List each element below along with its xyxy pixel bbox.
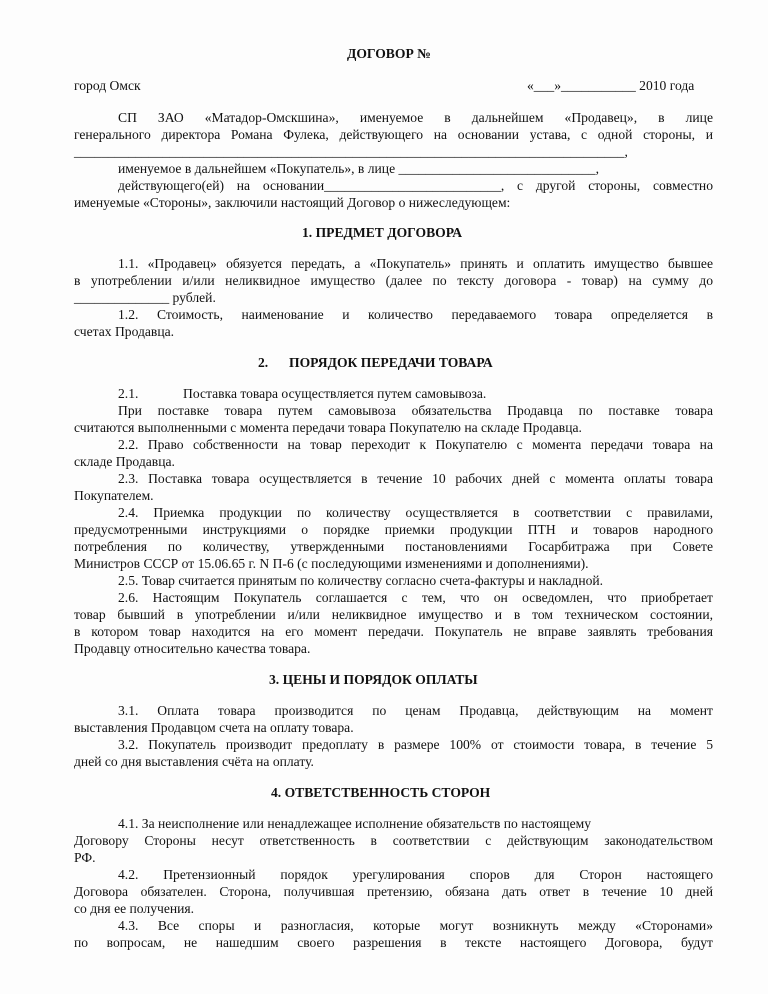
section-2-line: 2.5. Товар считается принятым по количеству согласно счета-фактуры и накладной. [118,573,604,588]
section-2-line: Покупателем. [74,488,154,503]
section-4-line: 4.1. За неисполнение или ненадлежащее исполнение обязательств по настоящему [118,816,592,831]
clause-2-1-number: 2.1. [118,386,139,401]
section-1-title: 1. ПРЕДМЕТ ДОГОВОРА [302,225,463,240]
section-2-line: При поставке товара путем самовывоза обязательства Продавца по поставке товара [118,403,713,418]
document-title: ДОГОВОР № [347,46,431,61]
section-1-line: ______________ рублей. [74,290,216,305]
section-1-line: 1.1. «Продавец» обязуется передать, а «Покупатель» принять и оплатить имущество бывшее [118,256,713,271]
section-2-line: в котором товар находится на его момент передачи. Покупатель не вправе заявлять требования [74,624,713,639]
section-4-line: РФ. [74,850,96,865]
section-2-line: товар бывший в употреблении и/или неликвидное имущество и в том техническом состоянии, [74,607,713,622]
section-4-line: Договору Стороны несут ответственность в соответствии с действующим законодательством [74,833,713,848]
section-4-line: 4.3. Все споры и разногласия, которые могут возникнуть между «Сторонами» [118,918,713,933]
intro-line: именуемые «Стороны», заключили настоящий Договор о нижеследующем: [74,195,511,210]
intro-line: действующего(ей) на основании__________________________, с другой стороны, совместно [118,178,713,193]
intro-line: именуемое в дальнейшем «Покупатель», в лице _____________________________, [118,161,600,176]
section-3-line: 3.1. Оплата товара производится по ценам Продавца, действующим на момент [118,703,713,718]
section-2-line: складе Продавца. [74,454,175,469]
section-2-line: Министров СССР от 15.06.65 г. N П-6 (с последующими изменениями и дополнениями). [74,556,589,571]
clause-2-1-text: Поставка товара осуществляется путем самовывоза. [183,386,487,401]
section-3-line: дней со дня выставления счёта на оплату. [74,754,314,769]
section-2-title: ПОРЯДОК ПЕРЕДАЧИ ТОВАРА [289,355,493,370]
section-2-line: считаются выполненными с момента передачи товара Покупателю на складе Продавца. [74,420,582,435]
section-1-line: 1.2. Стоимость, наименование и количество передаваемого товара определяется в [118,307,713,322]
section-2-line: Продавцу относительно качества товара. [74,641,311,656]
intro-line: генерального директора Романа Фулека, действующего на основании устава, с одной стороны, и [74,127,713,142]
section-4-line: со дня ее получения. [74,901,195,916]
section-2-number: 2. [258,355,269,370]
section-2-line: предусмотренными инструкциями о порядке приемки продукции ПТН и товаров народного [74,522,713,537]
section-3-line: 3.2. Покупатель производит предоплату в размере 100% от стоимости товара, в течение 5 [118,737,713,752]
intro-line: _________________________________________________________________________________, [74,144,628,159]
section-2-line: 2.4. Приемка продукции по количеству осуществляется в соответствии с правилами, [118,505,713,520]
section-4-line: по вопросам, не нашедшим своего разрешения в тексте настоящего Договора, будут [74,935,713,950]
section-2-line: потребления по количеству, утвержденными постановлениями Госарбитража при Совете [74,539,713,554]
contract-date: «___»___________ 2010 года [527,78,695,93]
section-4-line: Договора обязателен. Сторона, получившая претензию, обязана дать ответ в течение 10 дней [74,884,713,899]
section-3-title: 3. ЦЕНЫ И ПОРЯДОК ОПЛАТЫ [269,672,478,687]
section-4-line: 4.2. Претензионный порядок урегулирования споров для Сторон настоящего [118,867,713,882]
city: город Омск [74,78,141,93]
section-1-line: счетах Продавца. [74,324,175,339]
section-4-title: 4. ОТВЕТСТВЕННОСТЬ СТОРОН [271,785,491,800]
section-3-line: выставления Продавцом счета на оплату товара. [74,720,354,735]
section-2-line: 2.6. Настоящим Покупатель соглашается с тем, что он осведомлен, что приобретает [118,590,713,605]
intro-line: СП ЗАО «Матадор-Омскшина», именуемое в дальнейшем «Продавец», в лице [118,110,713,125]
section-1-line: в употреблении и/или неликвидное имущество (далее по тексту договора - товар) на сумму до [74,273,713,288]
section-2-line: 2.3. Поставка товара осуществляется в течение 10 рабочих дней с момента оплаты товара [118,471,713,486]
section-2-line: 2.2. Право собственности на товар переходит к Покупателю с момента передачи товара на [118,437,713,452]
